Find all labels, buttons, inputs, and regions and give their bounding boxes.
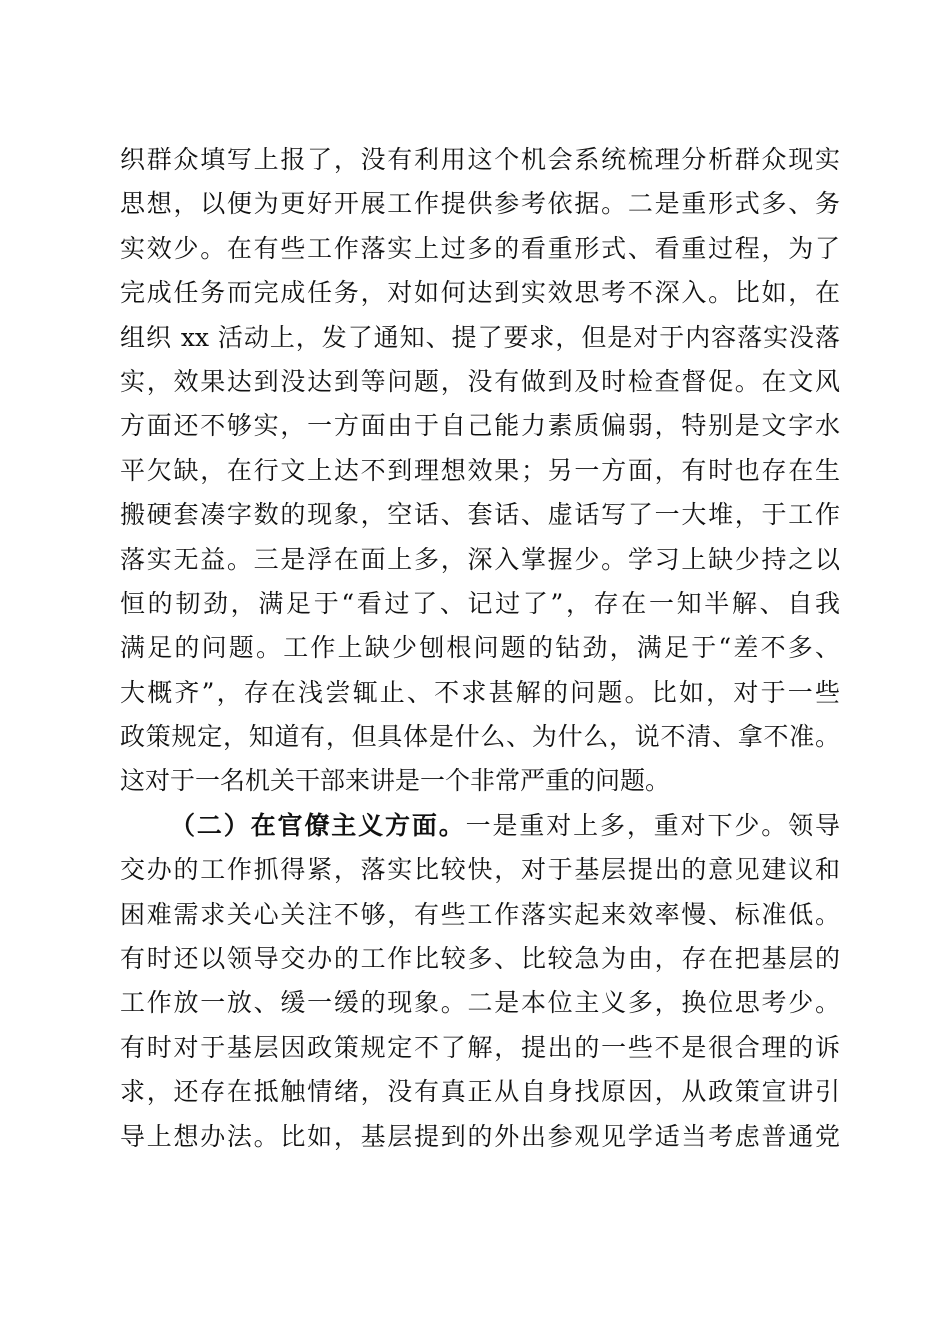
paragraph-1-line: 这对于一名机关干部来讲是一个非常严重的问题。	[120, 766, 671, 796]
paragraph-1-line: 完成任务而完成任务，对如何达到实效思考不深入。比如，在	[120, 278, 840, 308]
paragraph-1-line: 平欠缺，在行文上达不到理想效果；另一方面，有时也存在生	[120, 455, 840, 485]
paragraph-2-first-line	[120, 804, 840, 848]
paragraph-2-line: 导上想办法。比如，基层提到的外出参观见学适当考虑普通党	[120, 1121, 840, 1151]
paragraph-1-line: 方面还不够实，一方面由于自己能力素质偏弱，特别是文字水	[120, 411, 840, 441]
paragraph-2-line: 有时还以领导交办的工作比较多、比较急为由，存在把基层的	[120, 944, 840, 974]
paragraph-2-line: 求，还存在抵触情绪，没有真正从自身找原因，从政策宣讲引	[120, 1077, 840, 1107]
paragraph-1-line: 实效少。在有些工作落实上过多的看重形式、看重过程，为了	[120, 233, 840, 263]
paragraph-1-line: 实，效果达到没达到等问题，没有做到及时检查督促。在文风	[120, 366, 840, 396]
paragraph-2-line: 有时对于基层因政策规定不了解，提出的一些不是很合理的诉	[120, 1032, 840, 1062]
paragraph-1-line: 搬硬套凑字数的现象，空话、套话、虚话写了一大堆，于工作	[120, 500, 840, 530]
section-heading: （二）在官僚主义方面。	[170, 810, 466, 840]
paragraph-2-line: 交办的工作抓得紧，落实比较快，对于基层提出的意见建议和	[120, 855, 840, 885]
paragraph-1-line: 织群众填写上报了，没有利用这个机会系统梳理分析群众现实	[120, 145, 840, 174]
paragraph-1-line: 落实无益。三是浮在面上多，深入掌握少。学习上缺少持之以	[120, 544, 840, 574]
paragraph-1-line: 组织 xx 活动上，发了通知、提了要求，但是对于内容落实没落	[120, 322, 840, 352]
paragraph-1-line: 大概齐”，存在浅尝辄止、不求甚解的问题。比如，对于一些	[120, 677, 840, 707]
paragraph-1-line: 政策规定，知道有，但具体是什么、为什么，说不清、拿不准。	[120, 722, 840, 752]
paragraph-2-text: 一是重对上多，重对下少。领导	[465, 810, 840, 840]
paragraph-2-line: 工作放一放、缓一缓的现象。二是本位主义多，换位思考少。	[120, 988, 840, 1018]
paragraph-1-line: 满足的问题。工作上缺少刨根问题的钻劲，满足于“差不多、	[120, 633, 840, 663]
paragraph-2-line: 困难需求关心关注不够，有些工作落实起来效率慢、标准低。	[120, 899, 840, 929]
document-body	[120, 138, 840, 1159]
paragraph-1-line: 恒的韧劲，满足于“看过了、记过了”，存在一知半解、自我	[120, 588, 840, 618]
paragraph-1-line: 思想，以便为更好开展工作提供参考依据。二是重形式多、务	[120, 189, 840, 219]
